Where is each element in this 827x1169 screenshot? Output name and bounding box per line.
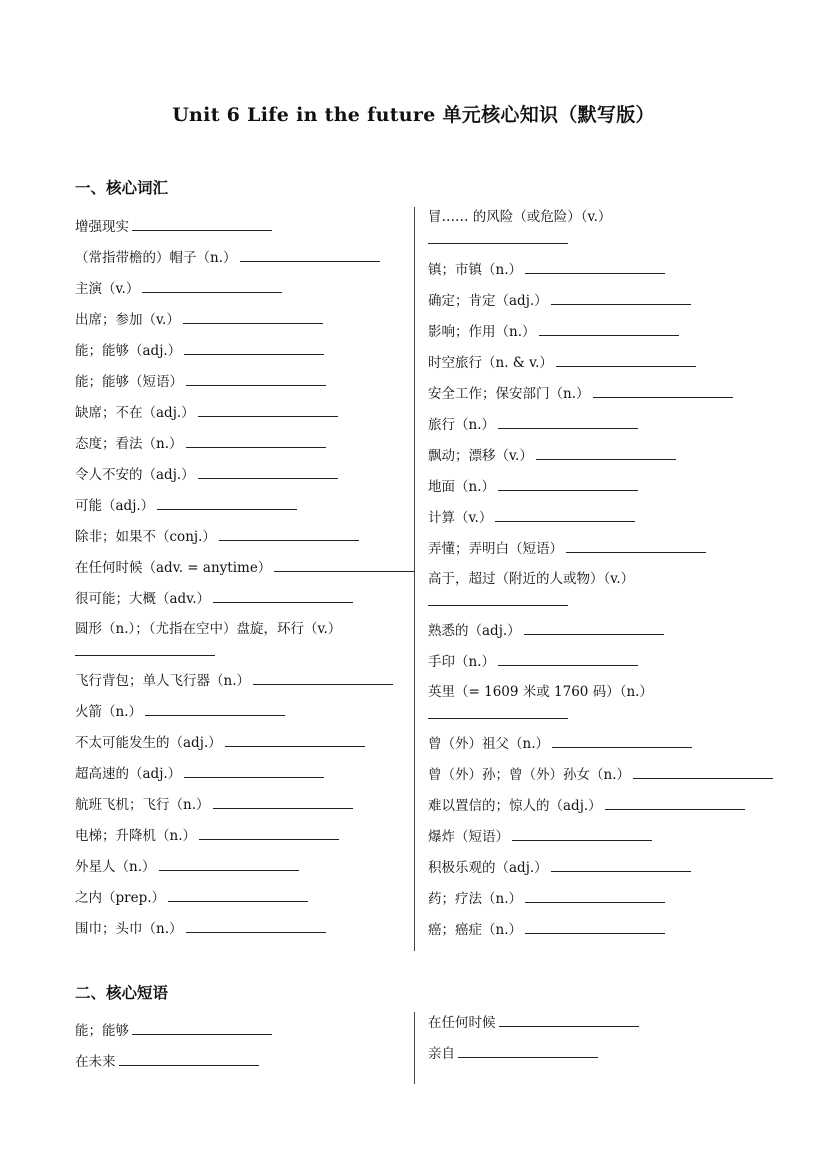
vocab-item: 手印（n.） — [428, 651, 638, 672]
vocab-item: 飘动；漂移（v.） — [428, 445, 676, 466]
answer-blank[interactable] — [253, 670, 393, 685]
answer-blank[interactable] — [240, 247, 380, 262]
vocab-item: 电梯；升降机（n.） — [75, 825, 339, 846]
vocab-item: 爆炸（短语） — [428, 826, 652, 847]
vocab-item: 曾（外）孙；曾（外）孙女（n.） — [428, 764, 773, 785]
vocab-item: 曾（外）祖父（n.） — [428, 733, 692, 754]
answer-blank[interactable] — [142, 278, 282, 293]
answer-blank[interactable] — [213, 794, 353, 809]
answer-blank[interactable] — [219, 526, 359, 541]
vocab-item: 很可能；大概（adv.） — [75, 588, 353, 609]
answer-blank[interactable] — [536, 445, 676, 460]
phrases-heading: 二、核心短语 — [75, 983, 169, 1002]
phrase-item: 亲自 — [428, 1043, 598, 1064]
answer-blank[interactable] — [524, 620, 664, 635]
answer-blank[interactable] — [428, 591, 568, 606]
phrase-item: 能；能够 — [75, 1020, 272, 1041]
vocab-item: 药；疗法（n.） — [428, 888, 665, 909]
answer-blank[interactable] — [525, 919, 665, 934]
vocab-item: 英里（= 1609 米或 1760 码）（n.） — [428, 684, 653, 700]
answer-blank[interactable] — [183, 309, 323, 324]
vocab-item: 能；能够（adj.） — [75, 340, 324, 361]
vocab-item: 积极乐观的（adj.） — [428, 857, 691, 878]
answer-blank[interactable] — [512, 826, 652, 841]
vocab-item: 航班飞机；飞行（n.） — [75, 794, 353, 815]
answer-blank[interactable] — [495, 507, 635, 522]
vocab-item: 可能（adj.） — [75, 495, 297, 516]
vocab-item: 冒…… 的风险（或危险）（v.） — [428, 209, 612, 225]
answer-blank[interactable] — [186, 918, 326, 933]
answer-blank[interactable] — [499, 1012, 639, 1027]
vocab-item: 确定；肯定（adj.） — [428, 290, 691, 311]
vocab-item: 之内（prep.） — [75, 887, 308, 908]
vocab-item-continuation — [428, 591, 568, 612]
answer-blank[interactable] — [633, 764, 773, 779]
vocab-item: 超高速的（adj.） — [75, 763, 324, 784]
answer-blank[interactable] — [274, 557, 414, 572]
answer-blank[interactable] — [168, 887, 308, 902]
answer-blank[interactable] — [75, 641, 215, 656]
vocab-item: 火箭（n.） — [75, 701, 285, 722]
answer-blank[interactable] — [498, 414, 638, 429]
answer-blank[interactable] — [556, 352, 696, 367]
answer-blank[interactable] — [184, 763, 324, 778]
vocab-item: 镇；市镇（n.） — [428, 259, 665, 280]
page-title: Unit 6 Life in the future 单元核心知识（默写版） — [172, 104, 655, 126]
vocab-item: 高于，超过（附近的人或物）（v.） — [428, 571, 635, 587]
answer-blank[interactable] — [428, 704, 568, 719]
answer-blank[interactable] — [593, 383, 733, 398]
answer-blank[interactable] — [225, 732, 365, 747]
vocab-item: 出席；参加（v.） — [75, 309, 323, 330]
vocab-item: 令人不安的（adj.） — [75, 464, 338, 485]
answer-blank[interactable] — [498, 651, 638, 666]
vocab-item: （常指带檐的）帽子（n.） — [75, 247, 380, 268]
answer-blank[interactable] — [132, 216, 272, 231]
vocab-item: 熟悉的（adj.） — [428, 620, 664, 641]
column-divider — [414, 1012, 415, 1084]
answer-blank[interactable] — [605, 795, 745, 810]
vocab-item: 外星人（n.） — [75, 856, 299, 877]
answer-blank[interactable] — [525, 888, 665, 903]
vocab-item: 除非；如果不（conj.） — [75, 526, 359, 547]
answer-blank[interactable] — [186, 371, 326, 386]
vocab-item: 主演（v.） — [75, 278, 282, 299]
answer-blank[interactable] — [199, 825, 339, 840]
vocab-item: 难以置信的；惊人的（adj.） — [428, 795, 745, 816]
vocab-item: 计算（v.） — [428, 507, 635, 528]
answer-blank[interactable] — [551, 290, 691, 305]
answer-blank[interactable] — [566, 538, 706, 553]
vocab-item: 飞行背包；单人飞行器（n.） — [75, 670, 393, 691]
phrase-item: 在未来 — [75, 1051, 259, 1072]
answer-blank[interactable] — [213, 588, 353, 603]
answer-blank[interactable] — [198, 402, 338, 417]
phrase-item: 在任何时候 — [428, 1012, 639, 1033]
answer-blank[interactable] — [551, 857, 691, 872]
column-divider — [414, 207, 415, 951]
vocab-item: 增强现实 — [75, 216, 272, 237]
answer-blank[interactable] — [428, 229, 568, 244]
vocab-item-continuation — [75, 641, 215, 662]
answer-blank[interactable] — [119, 1051, 259, 1066]
vocab-item-continuation — [428, 229, 568, 250]
answer-blank[interactable] — [186, 433, 326, 448]
vocab-item: 圆形（n.）；（尤指在空中）盘旋，环行（v.） — [75, 621, 342, 637]
answer-blank[interactable] — [145, 701, 285, 716]
vocab-item: 不太可能发生的（adj.） — [75, 732, 365, 753]
answer-blank[interactable] — [159, 856, 299, 871]
answer-blank[interactable] — [132, 1020, 272, 1035]
vocab-item: 缺席；不在（adj.） — [75, 402, 338, 423]
vocab-item: 时空旅行（n. & v.） — [428, 352, 696, 373]
vocab-item: 影响；作用（n.） — [428, 321, 679, 342]
vocab-item: 弄懂；弄明白（短语） — [428, 538, 706, 559]
answer-blank[interactable] — [458, 1043, 598, 1058]
vocab-item: 能；能够（短语） — [75, 371, 326, 392]
answer-blank[interactable] — [157, 495, 297, 510]
vocab-item: 地面（n.） — [428, 476, 638, 497]
vocab-item: 在任何时候（adv. = anytime） — [75, 557, 414, 578]
answer-blank[interactable] — [184, 340, 324, 355]
answer-blank[interactable] — [552, 733, 692, 748]
vocab-item: 癌；癌症（n.） — [428, 919, 665, 940]
vocab-item: 态度；看法（n.） — [75, 433, 326, 454]
vocab-item: 安全工作；保安部门（n.） — [428, 383, 733, 404]
vocab-item: 旅行（n.） — [428, 414, 638, 435]
vocab-heading: 一、核心词汇 — [75, 178, 169, 197]
answer-blank[interactable] — [525, 259, 665, 274]
answer-blank[interactable] — [198, 464, 338, 479]
answer-blank[interactable] — [539, 321, 679, 336]
vocab-item: 围巾；头巾（n.） — [75, 918, 326, 939]
answer-blank[interactable] — [498, 476, 638, 491]
vocab-item-continuation — [428, 704, 568, 725]
